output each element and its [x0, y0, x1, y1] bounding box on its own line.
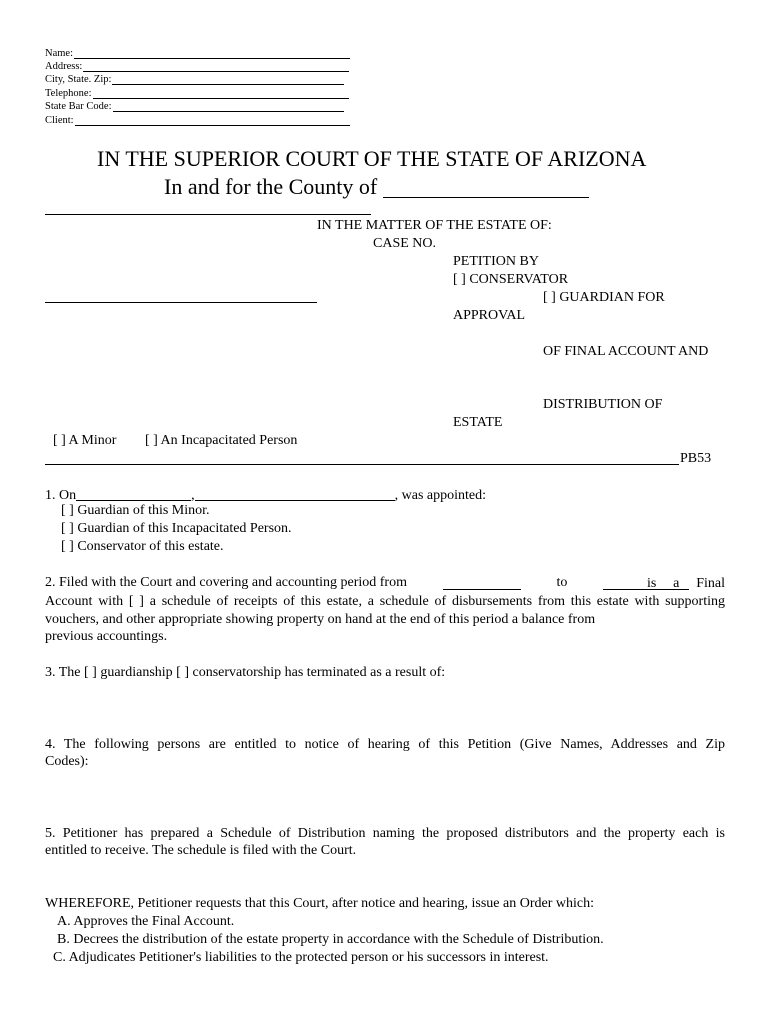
caption-bottom-rule [45, 464, 679, 465]
county-heading [164, 174, 589, 200]
city-label: City, State. Zip: [45, 74, 112, 85]
item-1-appointment [45, 486, 486, 504]
address-field[interactable] [45, 59, 349, 72]
item-1-on: 1. On [45, 488, 77, 503]
court-title: IN THE SUPERIOR COURT OF THE STATE OF ARIZONA [97, 146, 647, 171]
wherefore-b: B. Decrees the distribution of the estate property in accordance with the Schedule of Distribution. [57, 932, 604, 947]
address-line[interactable] [83, 61, 349, 72]
caption-top-rule [45, 214, 371, 215]
case-no-label: CASE NO. [373, 236, 437, 251]
item-2-body [45, 575, 725, 629]
item-2-last-line: previous accountings. [45, 629, 168, 644]
bar-code-field[interactable] [45, 99, 344, 112]
item-4-line-2: Codes): [45, 754, 89, 769]
matter-label: IN THE MATTER OF THE ESTATE OF: [317, 218, 552, 233]
wherefore-intro: WHEREFORE, Petitioner requests that this Court, after notice and hearing, issue an Order which: [45, 896, 594, 911]
minor-checkbox[interactable]: [ ] A Minor [53, 433, 117, 448]
estate-name-line[interactable] [45, 302, 317, 303]
final-account-label: OF FINAL ACCOUNT AND [543, 344, 709, 359]
county-label: In and for the County of [164, 174, 378, 199]
guardian-incapacitated-checkbox[interactable]: [ ] Guardian of this Incapacitated Person. [61, 521, 292, 536]
guardian-for-checkbox[interactable]: [ ] GUARDIAN FOR [543, 290, 665, 305]
appointee-name-blank[interactable] [195, 486, 395, 501]
address-label: Address: [45, 61, 83, 72]
name-label: Name: [45, 48, 73, 59]
distribution-of-label: DISTRIBUTION OF [543, 397, 663, 412]
city-state-zip-field[interactable] [45, 72, 344, 85]
wherefore-a: A. Approves the Final Account. [57, 914, 235, 929]
city-line[interactable] [112, 74, 344, 85]
telephone-label: Telephone: [45, 88, 92, 99]
item-2-to: to [556, 575, 568, 590]
item-1-comma: , [191, 488, 195, 503]
estate-label: ESTATE [453, 415, 503, 430]
county-blank[interactable] [383, 177, 589, 198]
telephone-field[interactable] [45, 86, 349, 99]
incapacitated-checkbox[interactable]: [ ] An Incapacitated Person [145, 433, 298, 448]
item-4-line-1: 4. The following persons are entitled to notice of hearing of this Petition (Give Names, Addresses and Zip [45, 737, 725, 752]
client-label: Client: [45, 115, 74, 126]
bar-code-line[interactable] [113, 101, 344, 112]
conservator-checkbox[interactable]: [ ] CONSERVATOR [453, 272, 569, 287]
name-line[interactable] [74, 48, 350, 59]
form-code: PB53 [680, 451, 712, 466]
conservator-estate-checkbox[interactable]: [ ] Conservator of this estate. [61, 539, 224, 554]
item-3-termination: 3. The [ ] guardianship [ ] conservatorship has terminated as a result of: [45, 665, 446, 680]
item-5-line-2: entitled to receive. The schedule is filed with the Court. [45, 843, 357, 858]
petition-by-label: PETITION BY [453, 254, 539, 269]
name-field[interactable] [45, 46, 350, 59]
item-2-intro: 2. Filed with the Court and covering and accounting period from [45, 575, 407, 590]
item-1-appointed: , was appointed: [394, 488, 486, 503]
guardian-minor-checkbox[interactable]: [ ] Guardian of this Minor. [61, 503, 210, 518]
approval-label: APPROVAL [453, 308, 526, 323]
client-field[interactable] [45, 113, 350, 126]
client-line[interactable] [75, 115, 350, 126]
bar-code-label: State Bar Code: [45, 101, 112, 112]
wherefore-c: C. Adjudicates Petitioner's liabilities to the protected person or his successors in interest. [53, 950, 549, 965]
item-5-line-1: 5. Petitioner has prepared a Schedule of Distribution naming the proposed distributors and the property each is [45, 826, 725, 841]
appointment-date-blank[interactable] [76, 486, 191, 501]
item-2-body-text: is a Final Account with [ ] a schedule of receipts of this estate, a schedule of disbursements from this estate with supporting vouchers, and other appropriate showing property on hand at the end of this period a balance from [45, 576, 725, 627]
telephone-line[interactable] [93, 88, 349, 99]
